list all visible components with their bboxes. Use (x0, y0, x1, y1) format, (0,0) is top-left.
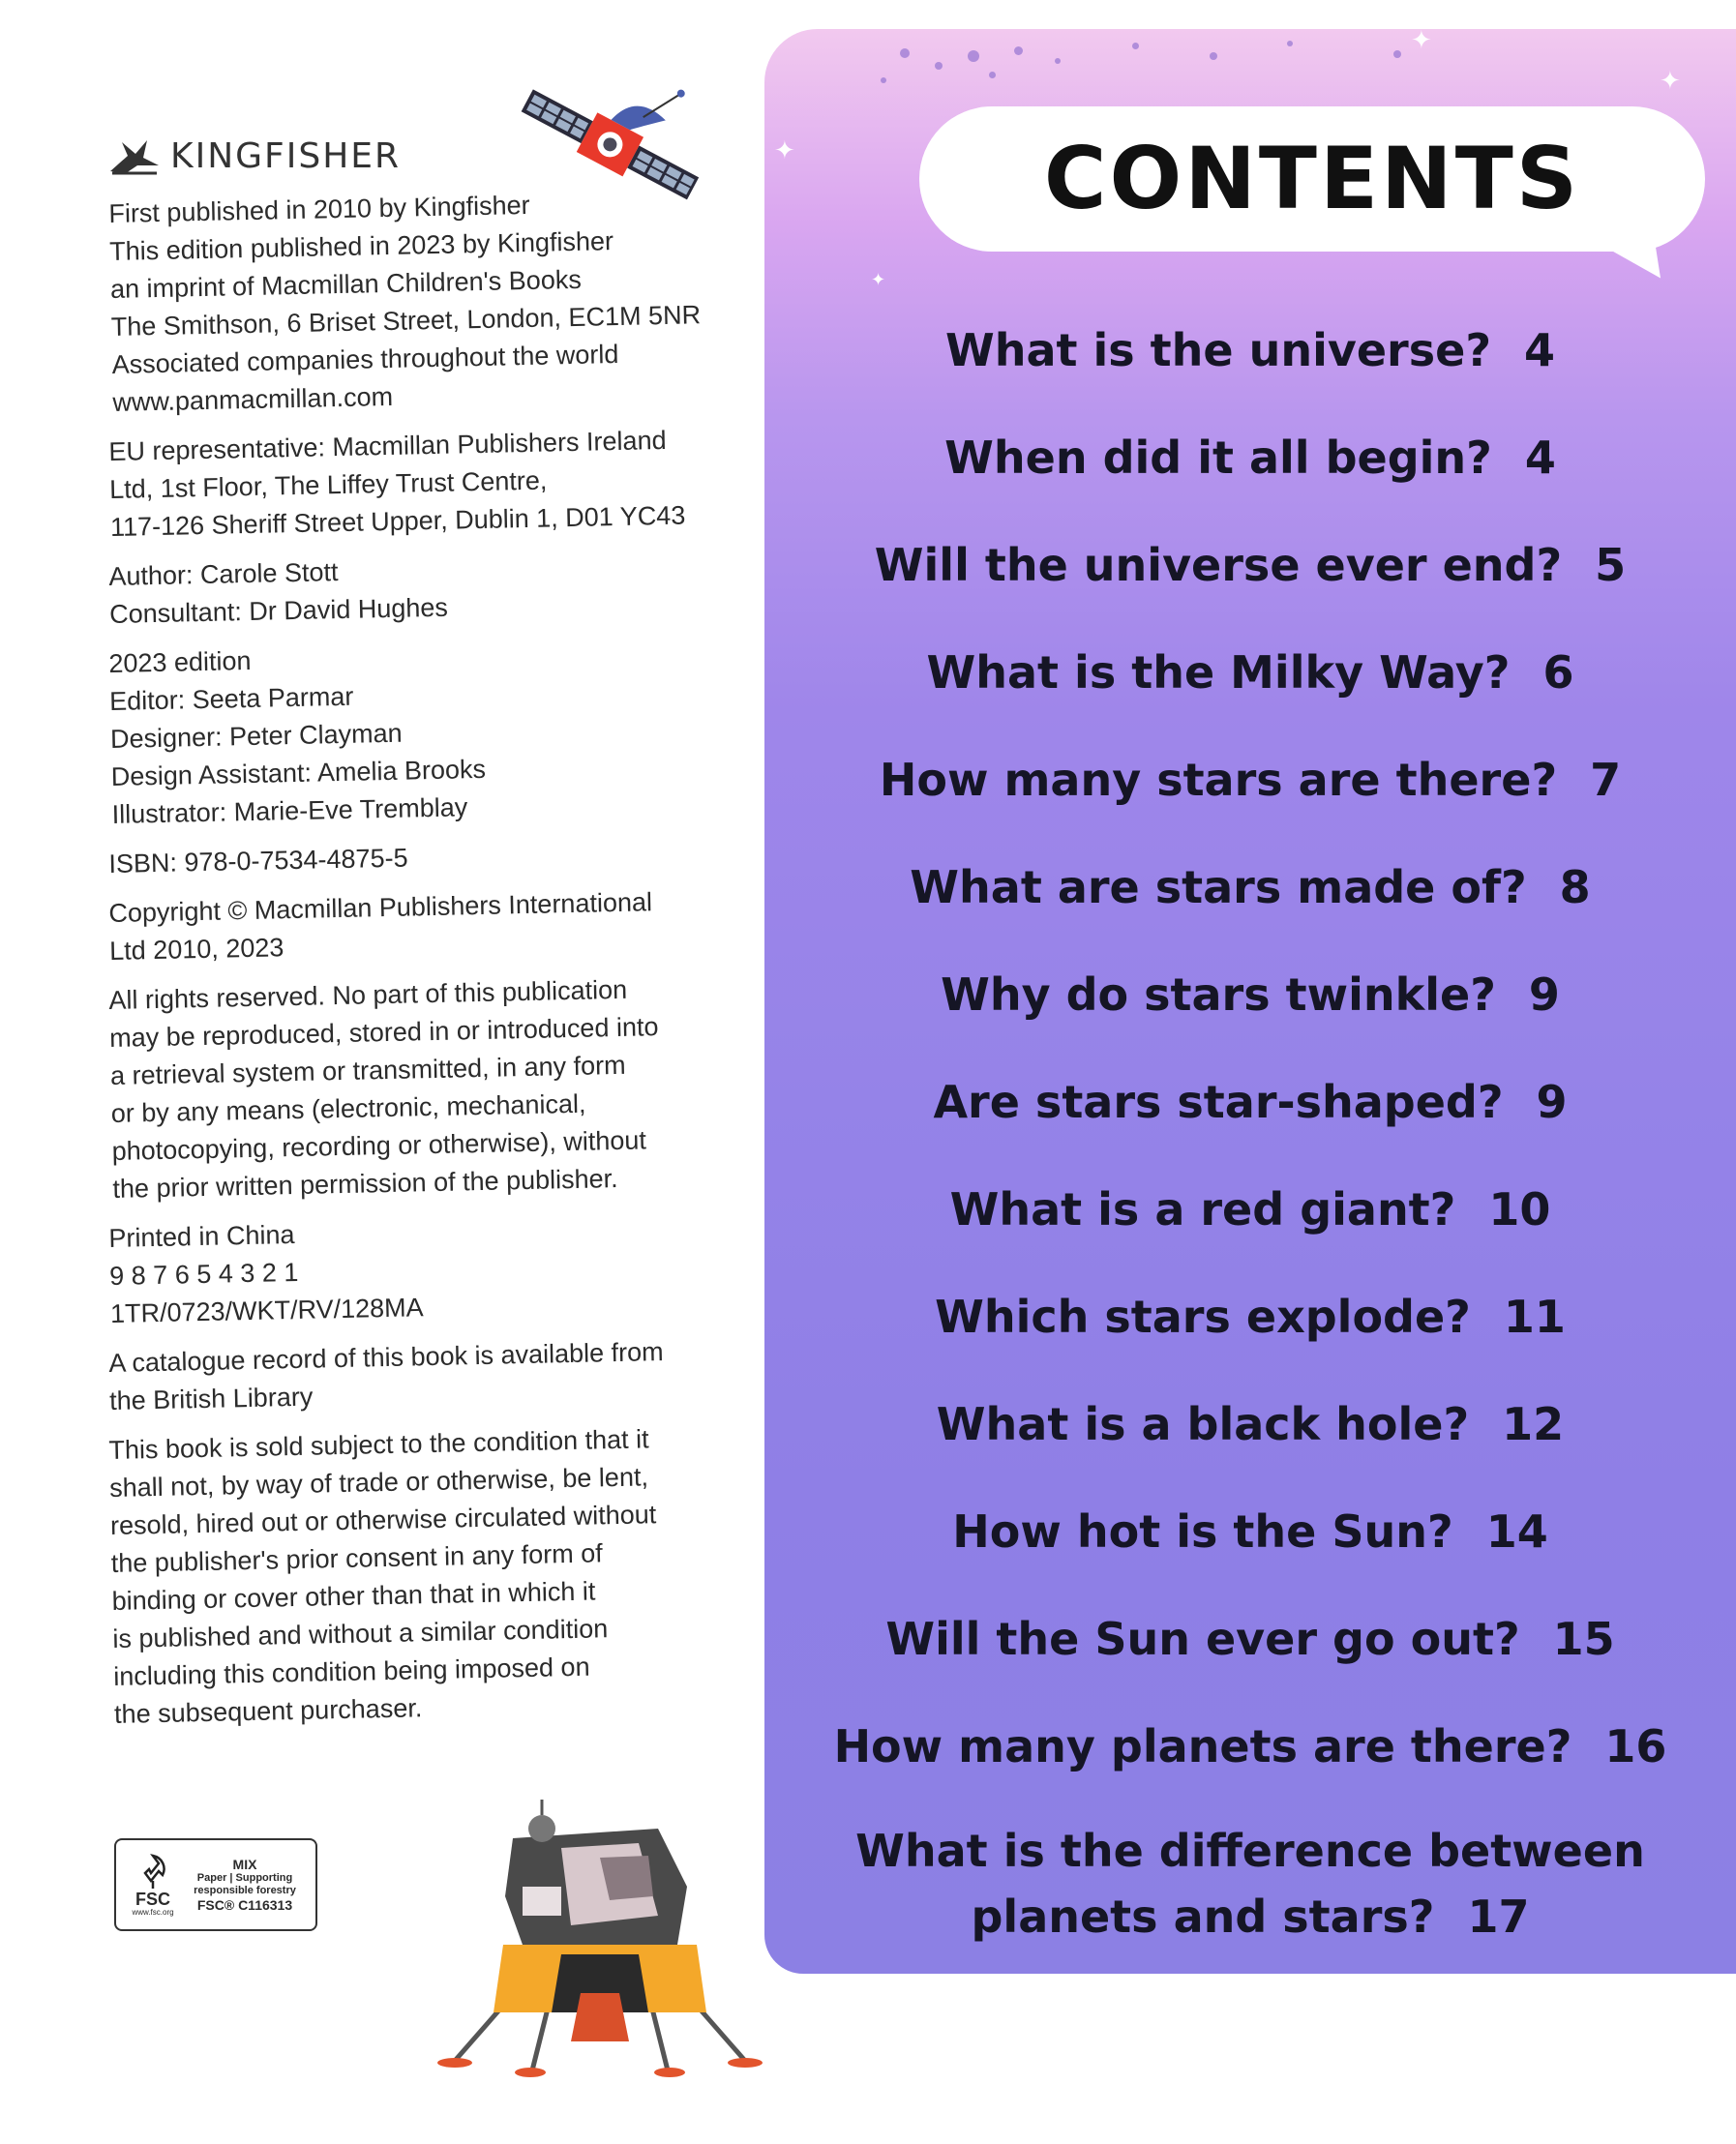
text-line: Ltd, 1st Floor, The Liffey Trust Centre, (108, 465, 548, 504)
toc-page-number: 12 (1502, 1398, 1565, 1450)
toc-question: What is the universe? (944, 324, 1492, 376)
text-line: Ltd 2010, 2023 (108, 933, 284, 966)
fsc-logo (124, 1852, 182, 1918)
toc-question: How hot is the Sun? (952, 1505, 1453, 1558)
text-line: ISBN: 978-0-7534-4875-5 (108, 843, 408, 878)
rights-statement (108, 969, 694, 1208)
toc-question: What is a black hole? (936, 1398, 1470, 1450)
tree-check-icon (134, 1852, 172, 1891)
satellite-illustration (513, 46, 706, 230)
toc-item[interactable] (764, 1291, 1736, 1343)
star-speck (968, 50, 979, 62)
text-line: shall not, by way of trade or otherwise, be lent, (108, 1462, 649, 1503)
copyright (108, 882, 691, 970)
catalogue-record (108, 1332, 691, 1420)
toc-page-number: 4 (1524, 432, 1556, 484)
fsc-url: www.fsc.org (132, 1908, 174, 1917)
toc-item[interactable] (764, 1505, 1736, 1558)
text-line: the publisher's prior consent in any form of (110, 1538, 603, 1578)
star-speck (1210, 52, 1217, 60)
author-credits (108, 546, 691, 634)
star-speck (989, 72, 996, 78)
text-line: binding or cover other than that in which it (111, 1576, 596, 1616)
isbn (108, 833, 690, 883)
toc-page-number: 9 (1528, 968, 1560, 1021)
star-speck (1055, 58, 1061, 64)
text-line: A catalogue record of this book is available from (108, 1336, 664, 1378)
toc-item[interactable] (764, 1398, 1736, 1450)
toc-question: Which stars explode? (935, 1291, 1471, 1343)
toc-item[interactable] (764, 539, 1736, 591)
text-line: the British Library (108, 1382, 314, 1415)
sparkle-icon: ✦ (1411, 29, 1432, 54)
lunar-lander-illustration (416, 1800, 784, 2080)
fsc-line2: responsible forestry (194, 1885, 296, 1896)
toc-item[interactable] (764, 432, 1736, 484)
toc-question: How many stars are there? (879, 754, 1558, 806)
star-speck (900, 48, 910, 58)
toc-page-number: 8 (1559, 861, 1591, 913)
toc-question: How many planets are there? (833, 1720, 1572, 1772)
text-line: Designer: Peter Clayman (109, 718, 403, 754)
text-line: Illustrator: Marie-Eve Tremblay (111, 792, 468, 829)
toc-question: Will the universe ever end? (874, 539, 1563, 591)
toc-page-number: 7 (1590, 754, 1622, 806)
toc-page-number: 5 (1595, 539, 1627, 591)
sparkle-icon: ✦ (1660, 66, 1681, 95)
text-line: resold, hired out or otherwise circulated without (109, 1500, 657, 1540)
text-line: Author: Carole Stott (108, 557, 339, 591)
website-link: www.panmacmillan.com (112, 381, 394, 417)
toc-page-number: 6 (1542, 646, 1574, 699)
text-line: including this condition being imposed on (112, 1652, 590, 1691)
toc-page-number: 10 (1488, 1183, 1551, 1236)
toc-question: Are stars star-shaped? (933, 1076, 1504, 1128)
toc-page-number: 9 (1536, 1076, 1568, 1128)
toc-item[interactable] (764, 754, 1736, 806)
text-line: The Smithson, 6 Briset Street, London, EC1M 5NR (110, 300, 702, 342)
toc-item[interactable] (764, 1825, 1736, 1943)
star-speck (935, 62, 943, 70)
contents-panel (764, 29, 1736, 1974)
text-line: Consultant: Dr David Hughes (108, 592, 449, 629)
text-line: 117-126 Sheriff Street Upper, Dublin 1, D01 YC43 (109, 500, 686, 542)
toc-item[interactable] (764, 1720, 1736, 1772)
toc-question: What is the Milky Way? (926, 646, 1511, 699)
toc-item[interactable] (764, 1183, 1736, 1236)
toc-item[interactable] (764, 324, 1736, 376)
eu-representative (108, 421, 691, 547)
text-line: Editor: Seeta Parmar (108, 681, 354, 716)
contents-title: CONTENTS (1043, 129, 1581, 228)
edition-credits (108, 633, 693, 834)
text-line: 1TR/0723/WKT/RV/128MA (109, 1293, 424, 1328)
imprint-column (108, 126, 702, 1745)
fsc-info (182, 1857, 308, 1913)
toc-page-number: 14 (1485, 1505, 1548, 1558)
toc-page-number: 16 (1604, 1720, 1667, 1772)
star-speck (1132, 43, 1139, 49)
toc-question: planets and stars? (971, 1891, 1435, 1943)
toc-question: What is the difference between (855, 1825, 1645, 1877)
toc-item[interactable] (764, 1076, 1736, 1128)
text-line: EU representative: Macmillan Publishers Ireland (108, 425, 667, 466)
text-line: Associated companies throughout the world (111, 339, 619, 379)
text-line: 9 8 7 6 5 4 3 2 1 (108, 1257, 299, 1291)
text-line: an imprint of Macmillan Children's Books (109, 264, 583, 304)
text-line: the prior written permission of the publisher. (112, 1164, 618, 1204)
sparkle-icon: ✦ (774, 135, 795, 164)
fsc-code: FSC® C116313 (196, 1897, 293, 1913)
star-speck (1014, 46, 1023, 55)
text-line: a retrieval system or transmitted, in any form (109, 1050, 626, 1090)
kingfisher-bird-icon (108, 136, 161, 175)
fsc-label (114, 1838, 317, 1931)
text-line: This book is sold subject to the condition that it (108, 1424, 649, 1465)
fsc-mix: MIX (232, 1857, 257, 1872)
text-line: or by any means (electronic, mechanical, (110, 1088, 586, 1128)
star-speck (1287, 41, 1293, 46)
toc-question: Will the Sun ever go out? (885, 1613, 1520, 1665)
text-line: 2023 edition (108, 645, 252, 678)
text-line: photocopying, recording or otherwise), without (111, 1125, 647, 1166)
toc-item[interactable] (764, 1613, 1736, 1665)
star-speck (1393, 50, 1401, 58)
toc-page-number: 17 (1467, 1891, 1530, 1943)
toc-item[interactable] (764, 861, 1736, 913)
text-line: the subsequent purchaser. (113, 1693, 423, 1729)
text-line: may be reproduced, stored in or introduced into (108, 1012, 659, 1053)
text-line: Printed in China (108, 1219, 295, 1253)
toc-page-number: 4 (1524, 324, 1556, 376)
toc-page-number: 11 (1503, 1291, 1566, 1343)
text-line: is published and without a similar condition (112, 1614, 609, 1653)
fsc-abbr: FSC (135, 1890, 170, 1909)
text-line: All rights reserved. No part of this publication (108, 974, 628, 1015)
logo-text: KINGFISHER (170, 135, 402, 176)
text-line: This edition published in 2023 by Kingfisher (108, 226, 614, 266)
star-speck (881, 77, 886, 83)
toc-item[interactable] (764, 646, 1736, 699)
toc-question: What are stars made of? (910, 861, 1527, 913)
toc-question: What is a red giant? (949, 1183, 1456, 1236)
toc-page-number: 15 (1552, 1613, 1615, 1665)
toc-item[interactable] (764, 968, 1736, 1021)
text-line: First published in 2010 by Kingfisher (108, 190, 530, 228)
printing-info (108, 1207, 691, 1333)
text-line: Design Assistant: Amelia Brooks (110, 754, 487, 791)
toc-question: When did it all begin? (944, 432, 1492, 484)
sale-condition (108, 1419, 695, 1733)
toc-question: Why do stars twinkle? (941, 968, 1496, 1021)
toc-question-line2 (764, 1891, 1736, 1943)
sparkle-icon: ✦ (871, 270, 886, 289)
text-line: Copyright © Macmillan Publishers International (108, 887, 653, 928)
fsc-line1: Paper | Supporting (196, 1872, 293, 1884)
